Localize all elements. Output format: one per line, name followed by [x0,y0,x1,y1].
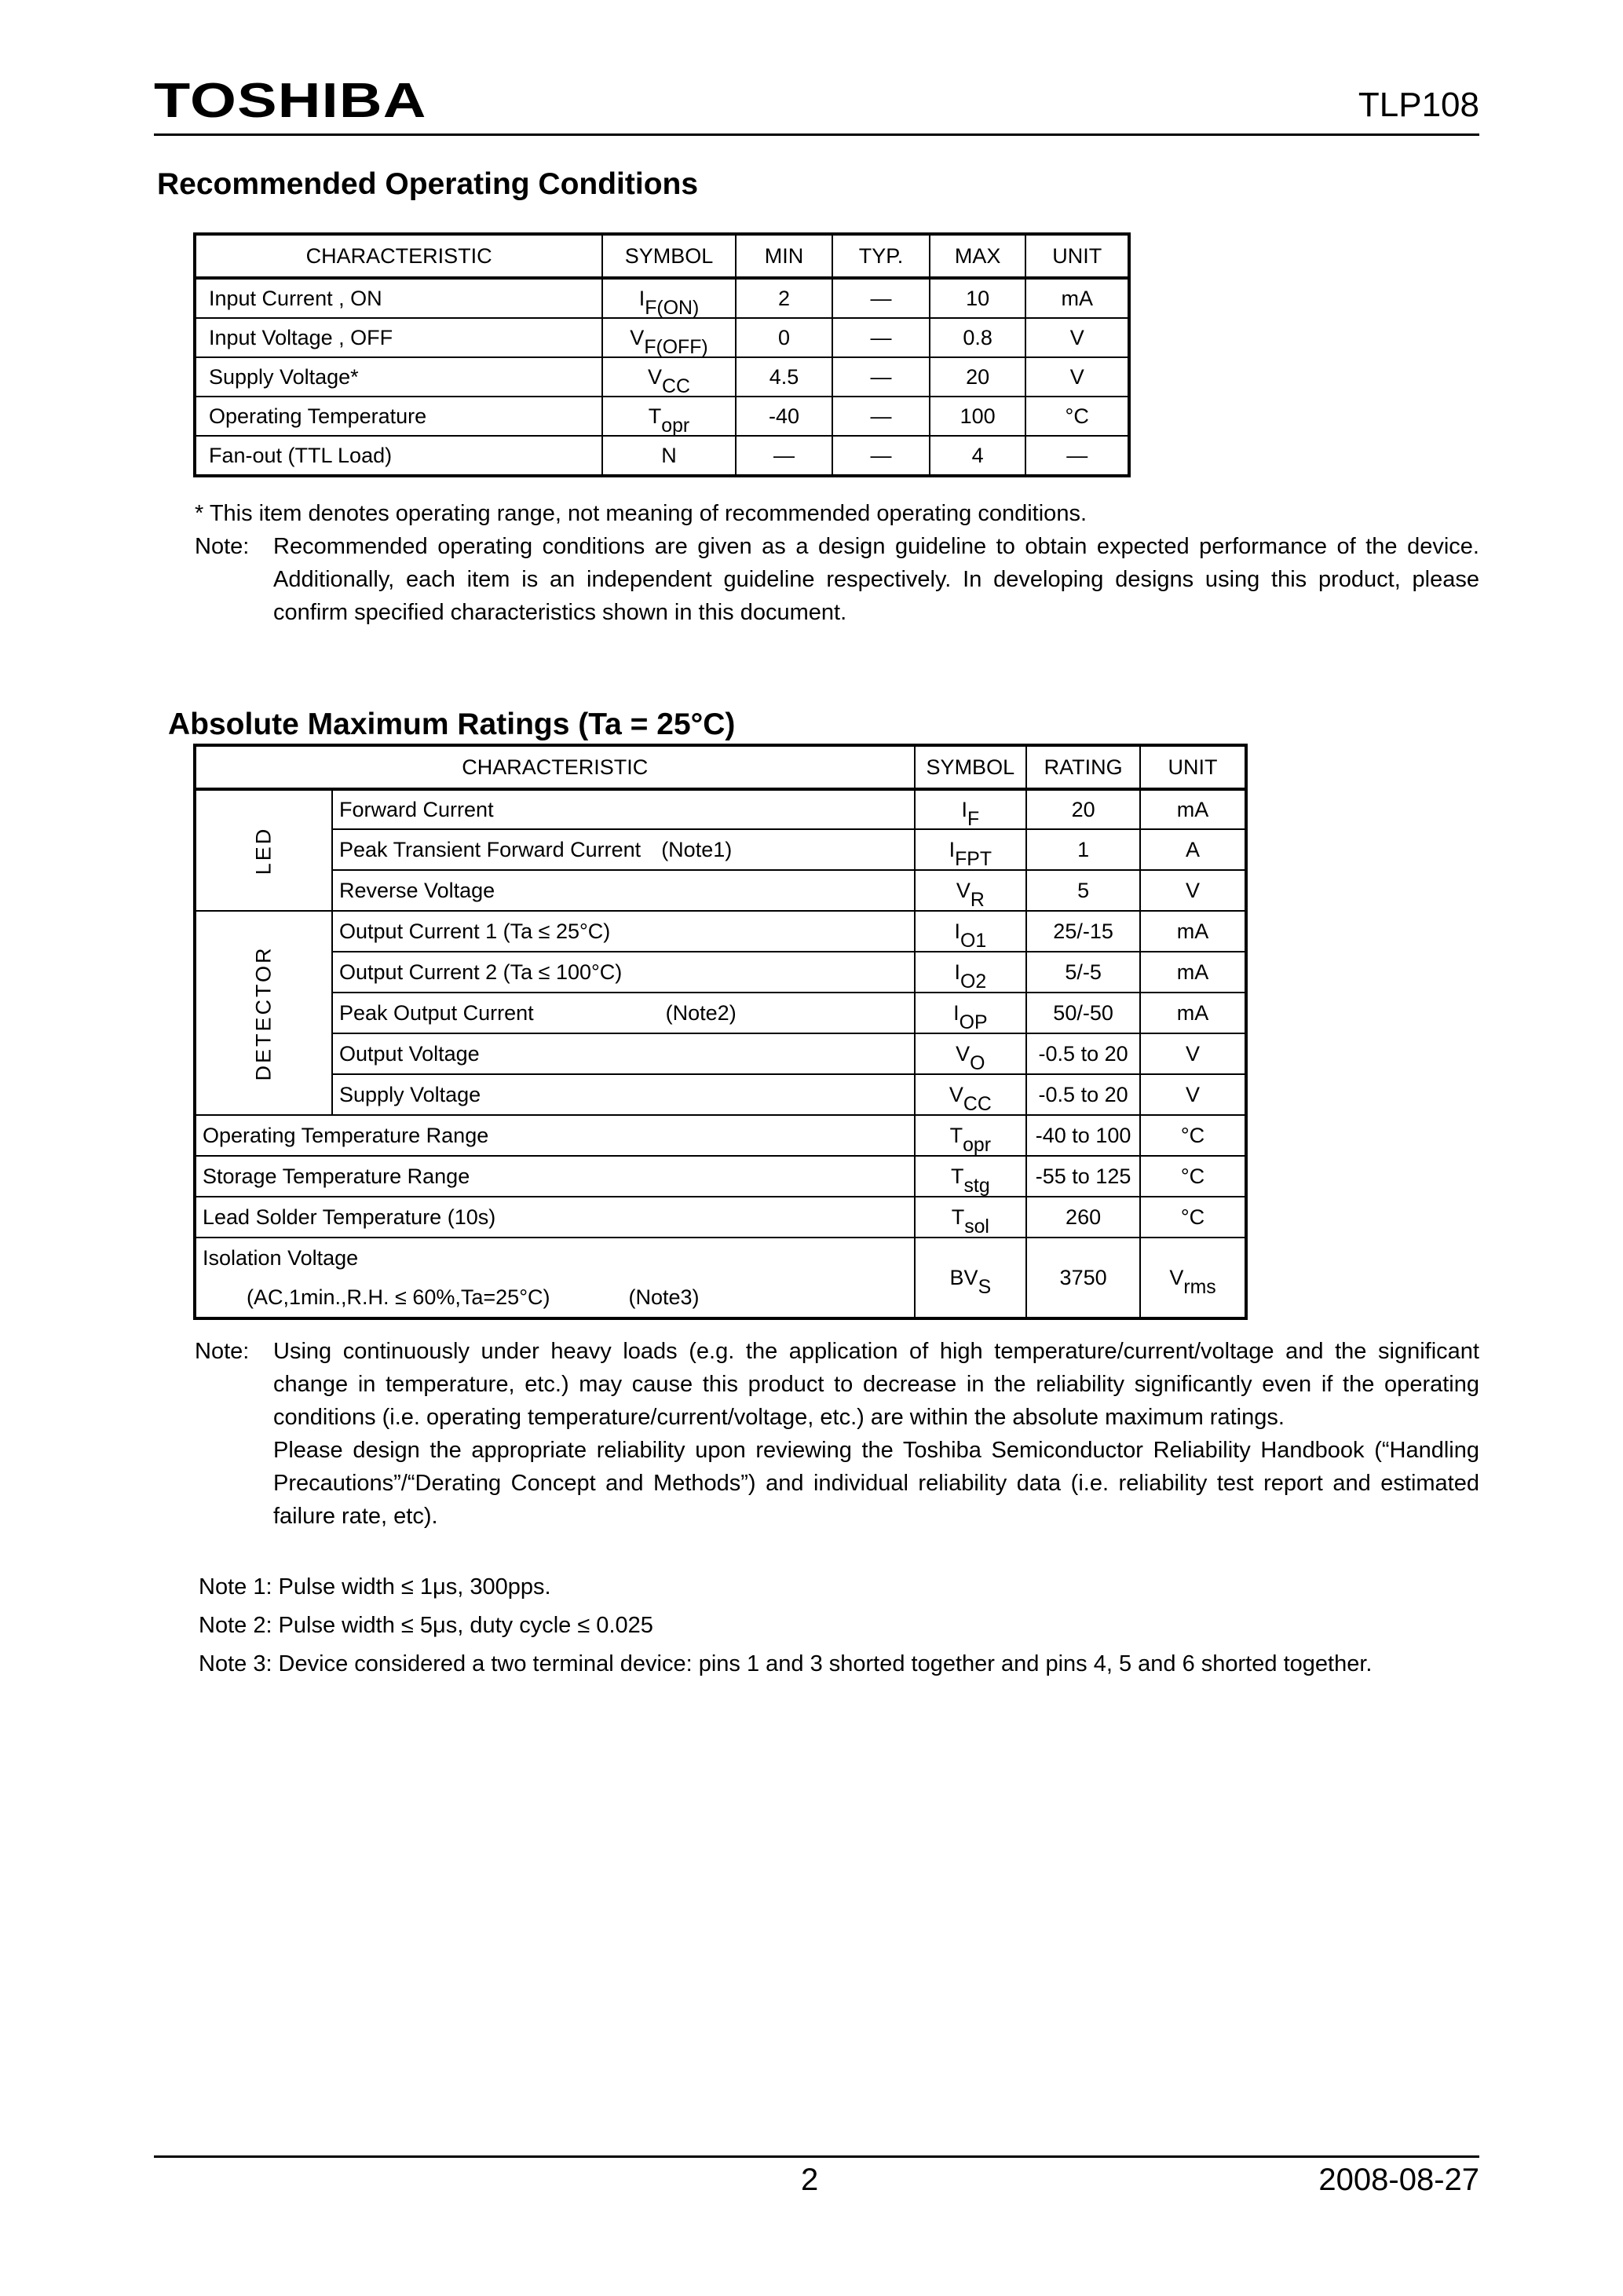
amr-symbol: $V_O$ [915,1033,1027,1074]
table-row [195,993,1246,1033]
roc-title: Recommended Operating Conditions [157,167,699,201]
roc-col-unit: UNIT [1025,234,1129,278]
table-row [195,1115,1246,1156]
amr-symbol: $T_{stg}$ [915,1156,1027,1197]
roc-col-max: MAX [930,234,1026,278]
table-row [195,357,1129,397]
table-row [195,318,1129,357]
roc-symbol: $T_{opr}$ [602,397,736,436]
amr-unit: mA [1140,952,1246,993]
numbered-note: Note 3: Device considered a two terminal device: pins 1 and 3 shorted together and pins 4, 5 and 6 shorted together. [199,1651,1373,1676]
roc-unit: °C [1025,397,1129,436]
note-text: Please design the appropriate reliability upon reviewing the Toshiba Semiconductor Reliability Handbook (“Handling Precautions”/“Derating Concept and Methods”) and individual reliability data (i.e. reliability test report and estimated failure rate, etc). [273,1438,1479,1529]
roc-col-characteristic: CHARACTERISTIC [195,234,602,278]
roc-table [193,232,1131,477]
amr-unit: $V_{rms}$ [1140,1238,1246,1318]
note-label: Note: [195,1339,250,1364]
amr-header-row [195,745,1246,789]
amr-symbol: $BV_S$ [915,1238,1027,1318]
amr-characteristic: Supply Voltage [332,1074,915,1115]
table-row [195,436,1129,476]
amr-characteristic: Peak Output Current (Note2) [332,993,915,1033]
roc-col-typ: TYP. [832,234,930,278]
amr-unit: A [1140,829,1246,870]
roc-min: — [736,436,832,476]
amr-characteristic: Reverse Voltage [332,870,915,911]
amr-unit: °C [1140,1197,1246,1238]
part-number: TLP108 [1358,86,1479,124]
amr-symbol: $I_F$ [915,789,1027,829]
amr-rating: 5/-5 [1026,952,1140,993]
numbered-note: Note 1: Pulse width ≤ 1μs, 300pps. [199,1574,551,1600]
table-row [195,911,1246,952]
roc-max: 4 [930,436,1026,476]
amr-rating: -40 to 100 [1026,1115,1140,1156]
roc-col-min: MIN [736,234,832,278]
amr-rating: 50/-50 [1026,993,1140,1033]
amr-col-symbol: SYMBOL [915,745,1027,789]
amr-rating: -0.5 to 20 [1026,1033,1140,1074]
amr-rating: -55 to 125 [1026,1156,1140,1197]
table-row [195,829,1246,870]
amr-note [195,1335,1479,1533]
roc-characteristic: Input Current , ON [195,278,602,318]
roc-typ: — [832,436,930,476]
table-row [195,1197,1246,1238]
amr-unit: °C [1140,1115,1246,1156]
amr-symbol: $T_{opr}$ [915,1115,1027,1156]
amr-symbol: $T_{sol}$ [915,1197,1027,1238]
roc-unit: V [1025,318,1129,357]
roc-max: 10 [930,278,1026,318]
amr-characteristic: Lead Solder Temperature (10s) [195,1197,915,1238]
roc-min: 4.5 [736,357,832,397]
led-group-label: LED [195,789,332,911]
roc-symbol: N [602,436,736,476]
roc-unit: — [1025,436,1129,476]
amr-unit: mA [1140,993,1246,1033]
note-text: Recommended operating conditions are given as a design guideline to obtain expected performance of the device. Additionally, each item is an independent guideline respectively. In developing designs using this product, please confirm specified characteristics shown in this document. [273,534,1479,625]
footer-rule [154,2155,1479,2158]
roc-min: 0 [736,318,832,357]
roc-symbol: $V_{CC}$ [602,357,736,397]
amr-unit: V [1140,870,1246,911]
table-row [195,397,1129,436]
roc-typ: — [832,357,930,397]
amr-rating: 1 [1026,829,1140,870]
detector-group-label: DETECTOR [195,911,332,1115]
amr-rating: 20 [1026,789,1140,829]
table-row [195,789,1246,829]
header-rule [154,133,1479,136]
amr-characteristic: Output Current 2 (Ta ≤ 100°C) [332,952,915,993]
table-row [195,1156,1246,1197]
amr-col-rating: RATING [1026,745,1140,789]
roc-characteristic: Supply Voltage* [195,357,602,397]
table-row [195,278,1129,318]
roc-unit: mA [1025,278,1129,318]
roc-typ: — [832,318,930,357]
roc-characteristic: Input Voltage , OFF [195,318,602,357]
table-row [195,1074,1246,1115]
amr-symbol: $I_{O1}$ [915,911,1027,952]
amr-characteristic: Output Current 1 (Ta ≤ 25°C) [332,911,915,952]
amr-unit: V [1140,1074,1246,1115]
roc-unit: V [1025,357,1129,397]
roc-typ: — [832,278,930,318]
amr-characteristic: Forward Current [332,789,915,829]
amr-rating: 3750 [1026,1238,1140,1318]
roc-max: 20 [930,357,1026,397]
amr-rating: 260 [1026,1197,1140,1238]
amr-characteristic: Output Voltage [332,1033,915,1074]
amr-col-unit: UNIT [1140,745,1246,789]
roc-characteristic: Operating Temperature [195,397,602,436]
roc-note [195,530,1479,629]
amr-characteristic: Operating Temperature Range [195,1115,915,1156]
amr-symbol: $I_{OP}$ [915,993,1027,1033]
amr-rating: 25/-15 [1026,911,1140,952]
amr-title: Absolute Maximum Ratings (Ta = 25°C) [168,707,736,741]
page-number: 2 [801,2163,819,2197]
roc-header-row [195,234,1129,278]
amr-rating: 5 [1026,870,1140,911]
amr-characteristic: Peak Transient Forward Current (Note1) [332,829,915,870]
amr-symbol: $V_R$ [915,870,1027,911]
roc-max: 100 [930,397,1026,436]
table-row [195,1238,1246,1318]
roc-footnote: * This item denotes operating range, not meaning of recommended operating conditions. [195,501,1087,526]
brand-logo: TOSHIBA [154,74,427,128]
roc-min: -40 [736,397,832,436]
numbered-note: Note 2: Pulse width ≤ 5μs, duty cycle ≤ 0.025 [199,1613,653,1638]
note-label: Note: [195,534,250,559]
table-row [195,1033,1246,1074]
amr-isolation-characteristic: Isolation Voltage (AC,1min.,R.H. ≤ 60%,Ta=25°C) (Note3) [195,1238,915,1318]
amr-unit: °C [1140,1156,1246,1197]
roc-typ: — [832,397,930,436]
roc-max: 0.8 [930,318,1026,357]
roc-characteristic: Fan-out (TTL Load) [195,436,602,476]
amr-characteristic: Storage Temperature Range [195,1156,915,1197]
amr-unit: V [1140,1033,1246,1074]
roc-col-symbol: SYMBOL [602,234,736,278]
table-row [195,952,1246,993]
document-date: 2008-08-27 [1318,2163,1479,2197]
roc-min: 2 [736,278,832,318]
amr-symbol: $I_{O2}$ [915,952,1027,993]
table-row [195,870,1246,911]
amr-unit: mA [1140,911,1246,952]
amr-symbol: $I_{FPT}$ [915,829,1027,870]
amr-rating: -0.5 to 20 [1026,1074,1140,1115]
amr-unit: mA [1140,789,1246,829]
amr-symbol: $V_{CC}$ [915,1074,1027,1115]
amr-table [193,744,1248,1320]
note-text: Using continuously under heavy loads (e.g. the application of high temperature/current/voltage and the significant change in temperature, etc.) may cause this product to decrease in the reliability significantly even if the operating conditions (i.e. operating temperature/current/voltage, etc.) are within the absolute maximum ratings. [273,1339,1479,1430]
amr-col-characteristic: CHARACTERISTIC [195,745,915,789]
roc-symbol: $V_{F(OFF)}$ [602,318,736,357]
roc-symbol: $I_{F(ON)}$ [602,278,736,318]
